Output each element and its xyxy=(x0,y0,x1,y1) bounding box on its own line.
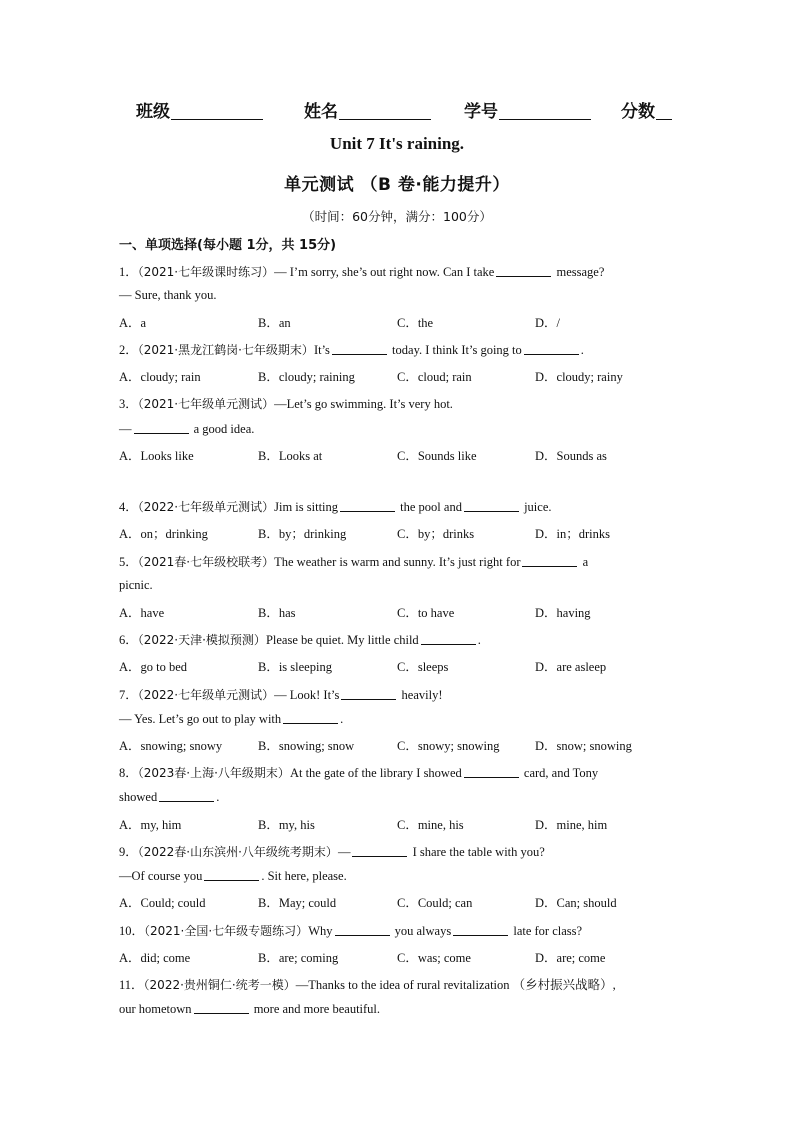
question-line xyxy=(119,497,552,515)
option-d[interactable]: D．in；drinks xyxy=(535,527,611,541)
question-text: . Sit here, please. xyxy=(261,869,347,883)
question-source: （2021·七年级单元测试） xyxy=(137,397,275,411)
question-source: （2021·黑龙江鹤岗·七年级期末） xyxy=(137,343,314,357)
question-text: . xyxy=(580,343,584,357)
option-a[interactable]: A．a xyxy=(119,316,147,330)
option-b[interactable]: B．by；drinking xyxy=(258,527,347,541)
answer-blank[interactable] xyxy=(340,499,395,512)
options-row xyxy=(119,367,679,385)
question-line xyxy=(119,685,443,703)
option-b[interactable]: B．my, his xyxy=(258,818,315,832)
name-label: 姓名 xyxy=(304,102,338,122)
answer-blank[interactable] xyxy=(453,923,508,936)
id-label: 学号 xyxy=(464,102,498,122)
question-text: . xyxy=(477,633,481,647)
question-line xyxy=(119,394,453,412)
option-d[interactable]: D．snow; snowing xyxy=(535,739,632,753)
option-d[interactable]: D．are; come xyxy=(535,951,606,965)
question-text: picnic. xyxy=(119,578,153,592)
question-text: — Sure, thank you. xyxy=(119,288,217,302)
option-d[interactable]: D．Can; should xyxy=(535,896,617,910)
answer-blank[interactable] xyxy=(464,499,519,512)
option-c[interactable]: C．Sounds like xyxy=(397,449,477,463)
options-row xyxy=(119,603,679,621)
options-row xyxy=(119,657,679,675)
question-text: Please be quiet. My little child xyxy=(265,633,419,647)
question-line xyxy=(119,1001,380,1017)
question-number: 8． xyxy=(119,766,138,780)
question-line xyxy=(119,763,598,781)
option-d[interactable]: D．Sounds as xyxy=(535,449,607,463)
question-number: 5． xyxy=(119,555,138,569)
option-d[interactable]: D．having xyxy=(535,606,591,620)
answer-blank[interactable] xyxy=(134,421,189,434)
options-row xyxy=(119,736,679,754)
option-c[interactable]: C．the xyxy=(397,316,434,330)
question-text: . xyxy=(216,790,220,804)
question-line xyxy=(119,421,254,437)
question-text: the pool and xyxy=(397,500,462,514)
question-text: It’s xyxy=(313,343,330,357)
question-line xyxy=(119,578,153,593)
question-line xyxy=(119,789,219,805)
question-source: （2022·七年级单元测试） xyxy=(137,688,275,702)
question-text: — xyxy=(337,845,351,859)
question-number: 10． xyxy=(119,924,145,938)
answer-blank[interactable] xyxy=(335,923,390,936)
class-label: 班级 xyxy=(136,102,170,122)
class-field[interactable] xyxy=(136,97,263,122)
option-d[interactable]: D．mine, him xyxy=(535,818,608,832)
question-line xyxy=(119,552,588,570)
id-blank[interactable] xyxy=(499,101,591,120)
options-row xyxy=(119,815,679,833)
question-number: 2． xyxy=(119,343,138,357)
question-text: a good idea. xyxy=(190,422,255,436)
question-text: —Thanks to the idea of rural revitalization （乡村振兴战略）, xyxy=(295,978,616,992)
question-text: — xyxy=(119,422,132,436)
score-field[interactable] xyxy=(621,97,672,122)
time-note: （时间：60分钟，满分：100分） xyxy=(302,209,492,224)
option-d[interactable]: D．/ xyxy=(535,316,561,330)
option-b[interactable]: B．May; could xyxy=(258,896,337,910)
option-d[interactable]: D．are asleep xyxy=(535,660,607,674)
question-source: （2023春·上海·八年级期末） xyxy=(137,766,290,780)
question-text: card, and Tony xyxy=(520,766,599,780)
question-text: At the gate of the library I showed xyxy=(289,766,462,780)
question-number: 9． xyxy=(119,845,138,859)
answer-blank[interactable] xyxy=(283,711,338,724)
answer-blank[interactable] xyxy=(194,1001,249,1014)
question-line xyxy=(119,868,347,884)
question-text: you always xyxy=(391,924,452,938)
name-blank[interactable] xyxy=(339,101,431,120)
option-c[interactable]: C．sleeps xyxy=(397,660,449,674)
answer-blank[interactable] xyxy=(341,687,396,700)
option-a[interactable]: A．on；drinking xyxy=(119,527,208,541)
question-text: Jim is sitting xyxy=(274,500,339,514)
option-b[interactable]: B．are; coming xyxy=(258,951,339,965)
answer-blank[interactable] xyxy=(496,264,551,277)
option-a[interactable]: A．go to bed xyxy=(119,660,188,674)
score-label: 分数 xyxy=(621,102,655,122)
unit-title: Unit 7 It's raining. xyxy=(329,134,465,153)
answer-blank[interactable] xyxy=(332,342,387,355)
question-text: more and more beautiful. xyxy=(250,1002,381,1016)
option-b[interactable]: B．Looks at xyxy=(258,449,323,463)
question-source: （2021·全国·七年级专题练习） xyxy=(144,924,309,938)
question-number: 7． xyxy=(119,688,138,702)
question-line xyxy=(119,921,582,939)
question-text: —Let’s go swimming. It’s very hot. xyxy=(274,397,453,411)
question-text: —Of course you xyxy=(119,869,203,883)
option-b[interactable]: B．snowing; snow xyxy=(258,739,355,753)
question-number: 4． xyxy=(119,500,138,514)
question-text: today. I think It’s going to xyxy=(388,343,522,357)
question-line xyxy=(119,288,217,303)
question-source: （2022春·山东滨州·八年级统考期末） xyxy=(137,845,338,859)
options-row xyxy=(119,948,679,966)
question-number: 3． xyxy=(119,397,138,411)
option-c[interactable]: C．snowy; snowing xyxy=(397,739,500,753)
question-number: 1． xyxy=(119,265,138,279)
option-a[interactable]: A．snowing; snowy xyxy=(119,739,223,753)
question-source: （2021春·七年级校联考） xyxy=(137,555,275,569)
question-line xyxy=(119,340,584,358)
question-text: showed xyxy=(119,790,158,804)
options-row xyxy=(119,446,679,464)
option-a[interactable]: A．Looks like xyxy=(119,449,194,463)
question-text: heavily! xyxy=(398,688,443,702)
name-field[interactable] xyxy=(304,97,431,122)
option-a[interactable]: A．have xyxy=(119,606,165,620)
question-text: . xyxy=(340,712,344,726)
option-c[interactable]: C．was; come xyxy=(397,951,471,965)
question-text: a xyxy=(579,555,589,569)
question-line xyxy=(119,711,343,727)
option-a[interactable]: A．Could; could xyxy=(119,896,206,910)
student-id-field[interactable] xyxy=(464,97,591,122)
question-line xyxy=(119,975,616,993)
option-c[interactable]: C．to have xyxy=(397,606,455,620)
question-number: 11． xyxy=(119,978,144,992)
answer-blank[interactable] xyxy=(524,342,579,355)
question-text: The weather is warm and sunny. It’s just right for xyxy=(274,555,521,569)
option-d[interactable]: D．cloudy; rainy xyxy=(535,370,623,384)
answer-blank[interactable] xyxy=(464,765,519,778)
option-a[interactable]: A．my, him xyxy=(119,818,182,832)
answer-blank[interactable] xyxy=(522,554,577,567)
question-line xyxy=(119,630,481,648)
answer-blank[interactable] xyxy=(159,789,214,802)
question-text: — Look! It’s xyxy=(274,688,340,702)
options-row xyxy=(119,313,679,331)
options-row xyxy=(119,524,679,542)
option-c[interactable]: C．cloud; rain xyxy=(397,370,472,384)
option-b[interactable]: B．cloudy; raining xyxy=(258,370,355,384)
option-a[interactable]: A．cloudy; rain xyxy=(119,370,201,384)
question-text: I share the table with you? xyxy=(409,845,545,859)
question-text: our hometown xyxy=(119,1002,192,1016)
options-row xyxy=(119,893,679,911)
class-blank[interactable] xyxy=(171,101,263,120)
test-subtitle: 单元测试 （B 卷·能力提升） xyxy=(284,175,510,195)
question-text: message? xyxy=(553,265,605,279)
answer-blank[interactable] xyxy=(421,632,476,645)
question-source: （2022·天津·模拟预测） xyxy=(137,633,266,647)
student-info-header xyxy=(136,97,696,121)
question-source: （2021·七年级课时练习） xyxy=(137,265,275,279)
score-blank[interactable] xyxy=(656,101,672,120)
option-c[interactable]: C．mine, his xyxy=(397,818,464,832)
question-number: 6． xyxy=(119,633,138,647)
question-text: late for class? xyxy=(510,924,583,938)
option-c[interactable]: C．by；drinks xyxy=(397,527,475,541)
question-source: （2022·贵州铜仁·统考一模） xyxy=(143,978,296,992)
question-text: Why xyxy=(308,924,333,938)
section-heading: 一、单项选择(每小题 1分，共 15分) xyxy=(119,238,337,253)
question-text: juice. xyxy=(520,500,552,514)
option-c[interactable]: C．Could; can xyxy=(397,896,473,910)
answer-blank[interactable] xyxy=(352,844,407,857)
question-source: （2022·七年级单元测试） xyxy=(137,500,275,514)
option-b[interactable]: B．is sleeping xyxy=(258,660,332,674)
question-line xyxy=(119,262,604,280)
question-line xyxy=(119,842,545,860)
option-a[interactable]: A．did; come xyxy=(119,951,191,965)
option-b[interactable]: B．has xyxy=(258,606,296,620)
option-b[interactable]: B．an xyxy=(258,316,291,330)
question-text: — Yes. Let’s go out to play with xyxy=(119,712,282,726)
answer-blank[interactable] xyxy=(204,868,259,881)
question-text: — I’m sorry, she’s out right now. Can I take xyxy=(274,265,495,279)
